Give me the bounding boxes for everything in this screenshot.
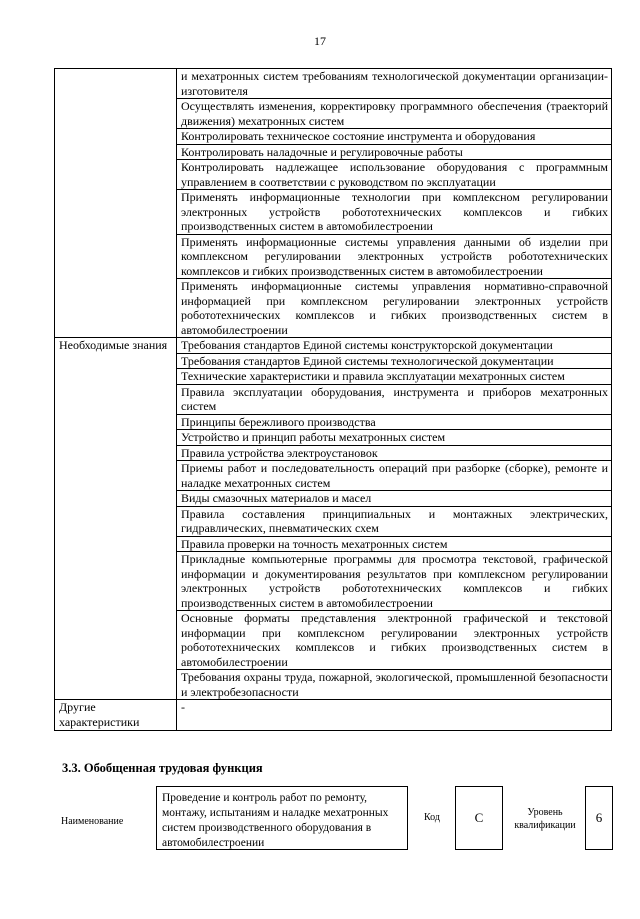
group-label-knowledge: Необходимые знания (55, 338, 177, 700)
table-cell: Правила устройства электроустановок (177, 445, 612, 461)
table-cell: Контролировать наладочные и регулировочные работы (177, 144, 612, 160)
table-row (55, 700, 612, 731)
name-label: Наименование (61, 816, 124, 827)
table-cell: Устройство и принцип работы мехатронных систем (177, 430, 612, 446)
requirements-table (54, 68, 612, 731)
section-title: 3.3. Обобщенная трудовая функция (62, 761, 263, 775)
table-cell: Требования стандартов Единой системы технологической документации (177, 353, 612, 369)
table-cell: Приемы работ и последовательность операций при разборке (сборке), ремонте и наладке мехатронных систем (177, 461, 612, 491)
name-value-box: Проведение и контроль работ по ремонту, монтажу, испытаниям и наладке мехатронных систем производственного оборудования в автомобилестроении (156, 786, 408, 850)
table-cell: Правила составления принципиальных и монтажных электрических, гидравлических, пневматических схем (177, 506, 612, 536)
table-cell: Виды смазочных материалов и масел (177, 491, 612, 507)
table-cell: Правила проверки на точность мехатронных систем (177, 536, 612, 552)
table-cell: Контролировать техническое состояние инструмента и оборудования (177, 129, 612, 145)
table-cell: Применять информационные системы управления нормативно-справочной информацией при комплексном регулировании электронных устройств робототехнических комплексов и гибких производственных систем в автомобилестроении (177, 279, 612, 338)
group-label-other: Другие характеристики (55, 700, 177, 731)
table-cell: Основные форматы представления электронной графической и текстовой информации при комплексном регулировании электронных устройств робототехнических комплексов и гибких производственных систем в автомобилестроении (177, 611, 612, 670)
level-label: Уровень квалификации (514, 807, 576, 831)
table-cell: Применять информационные системы управления данными об изделии при комплексном регулировании электронных устройств робототехнических комплексов и гибких производственных систем в автомобилестроении (177, 234, 612, 279)
table-cell: и мехатронных систем требованиям технологической документации организации-изготовителя (177, 69, 612, 99)
table-cell: Контролировать надлежащее использование оборудования с программным управлением в соответствии с руководством по эксплуатации (177, 160, 612, 190)
table-cell: Требования охраны труда, пожарной, экологической, промышленной безопасности и электробезопасности (177, 670, 612, 700)
table-cell: Требования стандартов Единой системы конструкторской документации (177, 338, 612, 354)
code-value-box: C (455, 786, 503, 850)
code-label: Код (424, 812, 440, 823)
table-cell: - (177, 700, 612, 731)
level-value-box: 6 (585, 786, 613, 850)
table-cell: Прикладные компьютерные программы для просмотра текстовой, графической информации и документирования результатов при комплексном регулировании электронных устройств робототехнических комплексов и гибких производственных систем в автомобилестроении (177, 552, 612, 611)
table-cell: Правила эксплуатации оборудования, инструмента и приборов мехатронных систем (177, 384, 612, 414)
group-label-skills (55, 69, 177, 338)
table-cell: Технические характеристики и правила эксплуатации мехатронных систем (177, 369, 612, 385)
table-row (55, 338, 612, 354)
table-row (55, 69, 612, 99)
table-cell: Осуществлять изменения, корректировку программного обеспечения (траекторий движения) мехатронных систем (177, 99, 612, 129)
table-cell: Принципы бережливого производства (177, 414, 612, 430)
table-cell: Применять информационные технологии при комплексном регулировании электронных устройств робототехнических комплексов и гибких производственных систем в автомобилестроении (177, 190, 612, 235)
page-number: 17 (314, 34, 326, 48)
